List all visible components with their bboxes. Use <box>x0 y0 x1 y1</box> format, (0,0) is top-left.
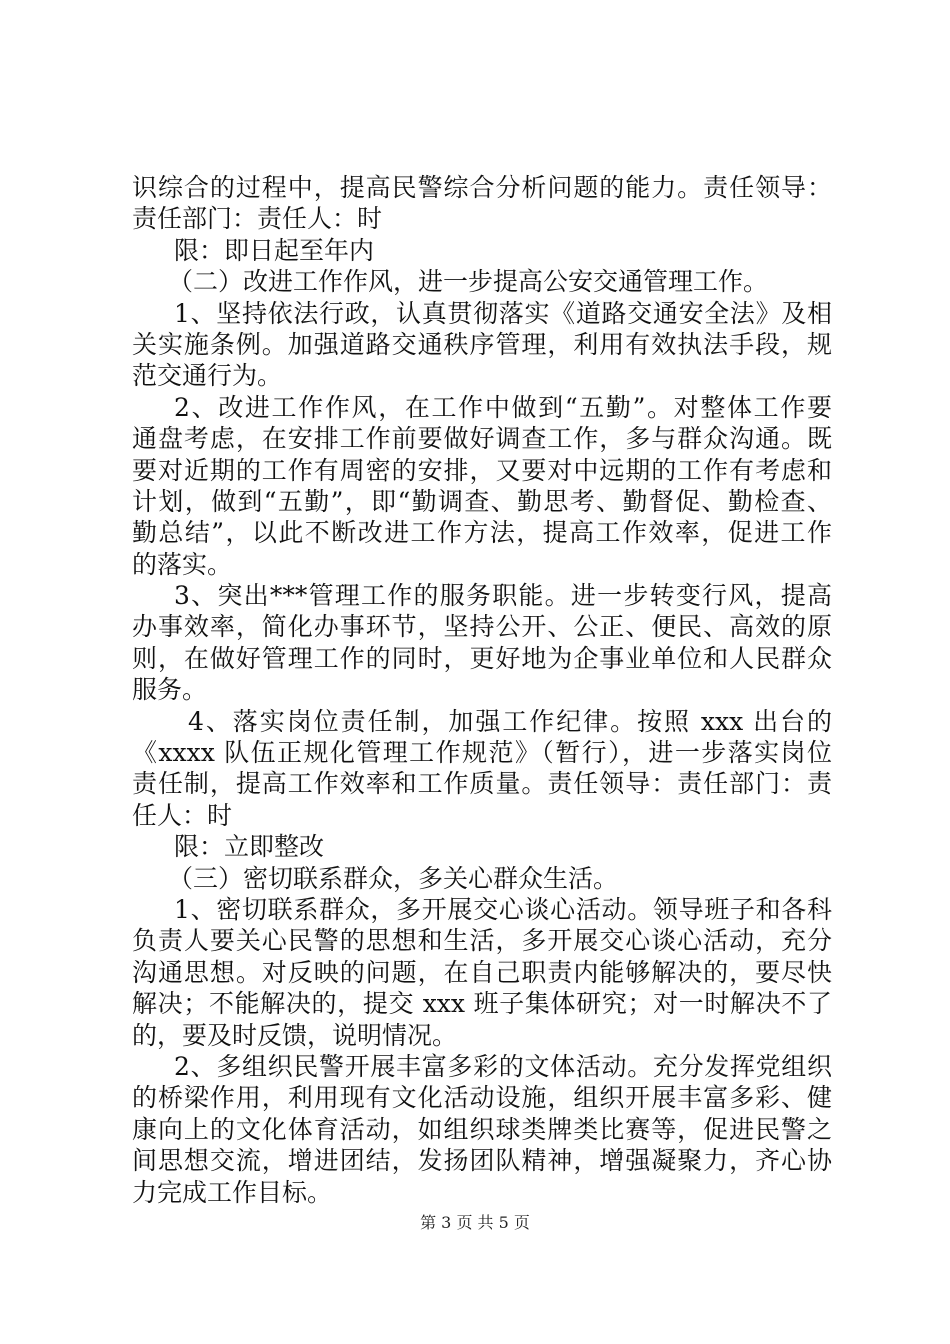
text-line: 任人：时 <box>132 800 233 830</box>
text-line: 4、落实岗位责任制，加强工作纪律。按照 xxx 出台的 <box>188 706 832 736</box>
text-line: 通盘考虑，在安排工作前要做好调查工作，多与群众沟通。既 <box>132 424 832 454</box>
text-line: 计划，做到“五勤”，即“勤调查、勤思考、勤督促、勤检查、 <box>132 486 832 516</box>
text-line: 限：即日起至年内 <box>174 235 375 265</box>
text-line: （二）改进工作作风，进一步提高公安交通管理工作。 <box>168 267 769 297</box>
text-line: 责任制，提高工作效率和工作质量。责任领导：责任部门：责 <box>132 769 832 799</box>
text-line: 限：立即整改 <box>174 832 325 862</box>
text-line: 范交通行为。 <box>132 361 283 391</box>
text-line: 康向上的文化体育活动，如组织球类牌类比赛等，促进民警之 <box>132 1114 832 1144</box>
text-line: 的桥梁作用，利用现有文化活动设施，组织开展丰富多彩、健 <box>132 1083 832 1113</box>
text-line: 《xxxx 队伍正规化管理工作规范》（暂行），进一步落实岗位 <box>132 738 832 768</box>
text-line: 办事效率，简化办事环节，坚持公开、公正、便民、高效的原 <box>132 612 832 642</box>
text-line: 解决；不能解决的，提交 xxx 班子集体研究；对一时解决不了 <box>132 989 832 1019</box>
text-line: 勤总结”，以此不断改进工作方法，提高工作效率，促进工作 <box>132 518 832 548</box>
text-line: 1、坚持依法行政，认真贯彻落实《道路交通安全法》及相 <box>174 298 832 328</box>
text-line: 关实施条例。加强道路交通秩序管理，利用有效执法手段，规 <box>132 329 832 359</box>
text-line: 2、多组织民警开展丰富多彩的文体活动。充分发挥党组织 <box>174 1051 832 1081</box>
document-body <box>132 172 832 1208</box>
text-line: 1、密切联系群众，多开展交心谈心活动。领导班子和各科 <box>174 894 832 924</box>
text-line: 2、改进工作作风，在工作中做到“五勤”。对整体工作要 <box>174 392 832 422</box>
text-line: 沟通思想。对反映的问题，在自己职责内能够解决的，要尽快 <box>132 957 832 987</box>
text-line: 的落实。 <box>132 549 233 579</box>
text-line: 负责人要关心民警的思想和生活，多开展交心谈心活动，充分 <box>132 926 832 956</box>
text-line: 3、突出***管理工作的服务职能。进一步转变行风，提高 <box>174 581 832 611</box>
text-line: 的，要及时反馈，说明情况。 <box>132 1020 458 1050</box>
text-line: 识综合的过程中，提高民警综合分析问题的能力。责任领导： <box>132 173 832 202</box>
text-line: 责任部门：责任人：时 <box>132 204 383 234</box>
page-footer: 第 3 页 共 5 页 <box>420 1213 530 1232</box>
text-line: 则，在做好管理工作的同时，更好地为企事业单位和人民群众 <box>132 643 832 673</box>
text-line: 间思想交流，增进团结，发扬团队精神，增强凝聚力，齐心协 <box>132 1146 832 1176</box>
text-line: 服务。 <box>132 675 208 705</box>
text-line: （三）密切联系群众，多关心群众生活。 <box>168 863 619 893</box>
text-line: 力完成工作目标。 <box>132 1177 333 1207</box>
text-line: 要对近期的工作有周密的安排，又要对中远期的工作有考虑和 <box>132 455 832 485</box>
